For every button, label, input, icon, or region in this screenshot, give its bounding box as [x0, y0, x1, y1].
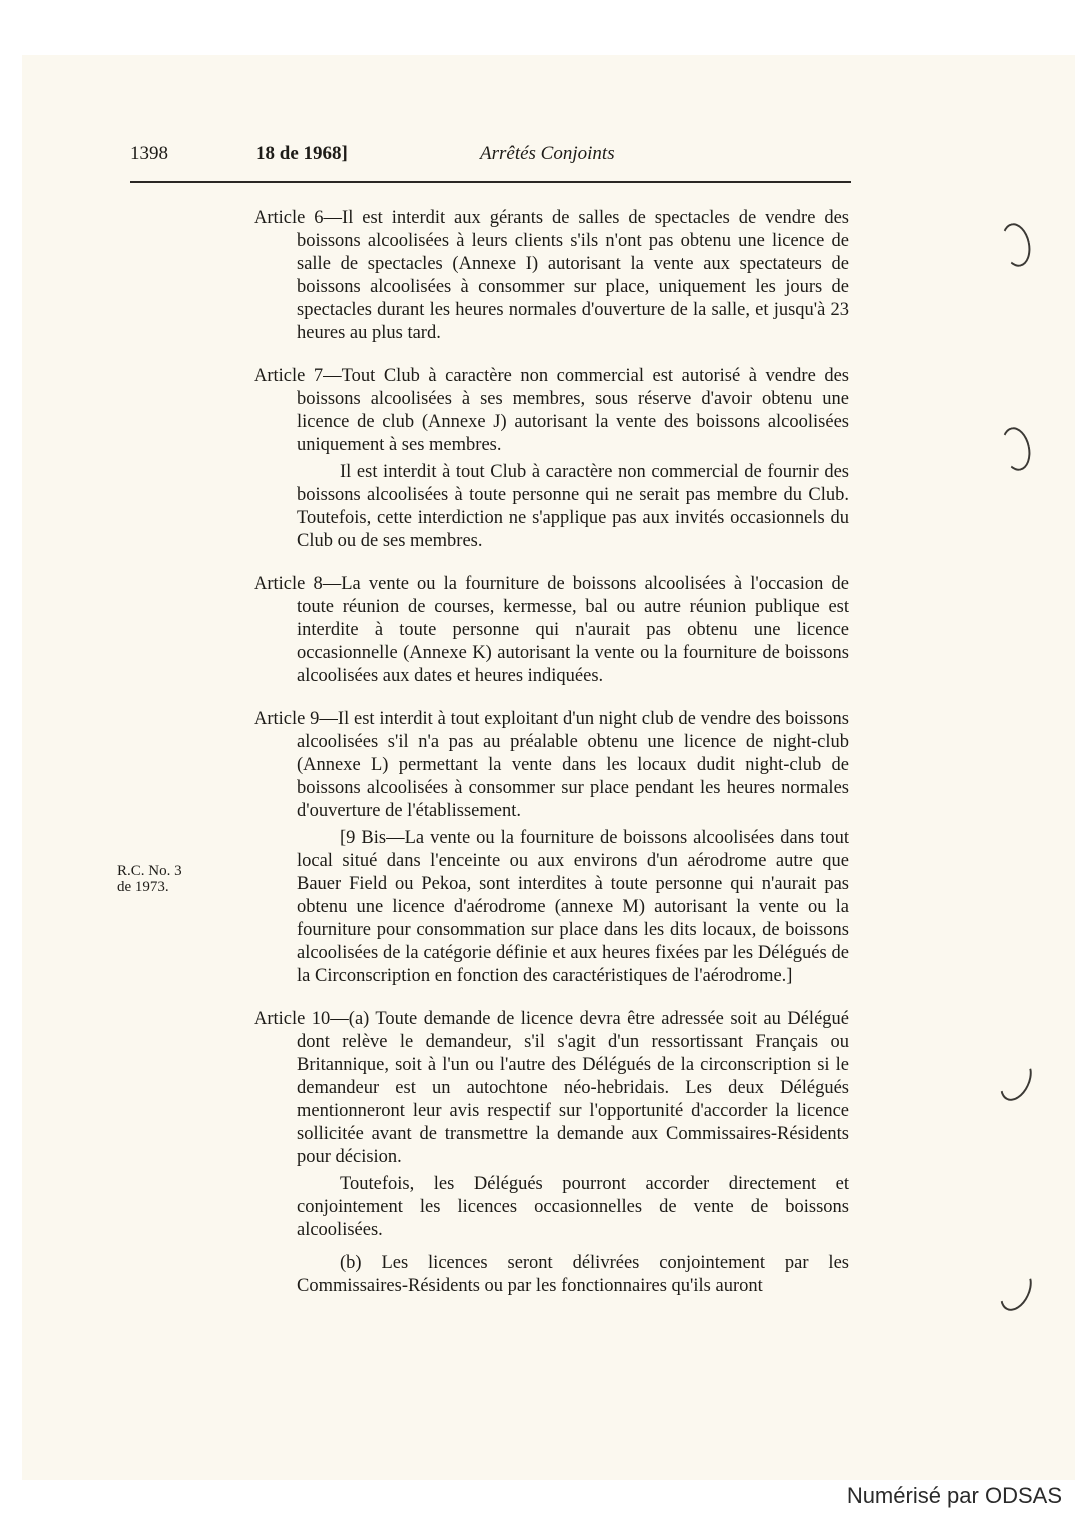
digitization-watermark: Numérisé par ODSAS [846, 1483, 1062, 1508]
article-10-a-paragraph-2: Toutefois, les Délégués pourront accorder directement et conjointement les licences occasionnelles de vente de boissons alcoolisées. [297, 1174, 849, 1240]
document-body [254, 207, 849, 1298]
article-8: Article 8—La vente ou la fourniture de boissons alcoolisées à l'occasion de toute réunion de courses, kermesse, bal ou autre réunion publique est interdite à toute personne qui n'aurait pas obtenu une licence occasionnelle (Annexe K) autorisant la vente ou la fourniture de boissons alcoolisées aux dates et heures indiquées. [254, 574, 849, 686]
article-10-b: (b) Les licences seront délivrées conjointement par les Commissaires-Résidents ou par les fonctionnaires qu'ils auront [297, 1253, 849, 1296]
margin-note-line: de 1973. [117, 879, 169, 895]
header-rule [130, 181, 851, 183]
margin-note-line: R.C. No. 3 [117, 863, 182, 879]
page-number: 1398 [130, 143, 168, 164]
article-7-paragraph-2: Il est interdit à tout Club à caractère non commercial de fournir des boissons alcoolisées à toute personne qui ne serait pas membre du Club. Toutefois, cette interdiction ne s'applique pas aux invités occasionnels du Club ou de ses membres. [297, 462, 849, 551]
article-6: Article 6—Il est interdit aux gérants de salles de spectacles de vendre des boissons alcoolisées à leurs clients s'ils n'ont pas obtenu une licence de salle de spectacles (Annexe I) autorisant la vente aux spectateurs de boissons alcoolisées à consommer sur place, uniquement les jours de spectacles durant les heures normales d'ouverture de la salle, et jusqu'à 23 heures au plus tard. [254, 208, 849, 343]
article-10-a: Article 10—(a) Toute demande de licence devra être adressée soit au Délégué dont relève le demandeur, s'il s'agit d'un ressortissant Français ou Britannique, soit à l'un ou l'autre des Délégués de la circonscription si le demandeur est un autochtone néo-hebridais. Les deux Délégués mentionneront leur avis respectif sur l'opportunité d'accorder la licence sollicitée avant de transmettre la demande aux Commissaires-Résidents pour décision. [254, 1009, 849, 1167]
header-title: Arrêtés Conjoints [480, 143, 615, 164]
margin-note [117, 863, 182, 895]
header-reference: 18 de 1968] [256, 143, 348, 164]
article-7: Article 7—Tout Club à caractère non commercial est autorisé à vendre des boissons alcoolisées à ses membres, sous réserve d'avoir obtenu une licence de club (Annexe J) autorisant la vente des boissons alcoolisées uniquement à ses membres. [254, 366, 849, 455]
article-9: Article 9—Il est interdit à tout exploitant d'un night club de vendre des boissons alcoolisées s'il n'a pas au préalable obtenu une licence de night-club (Annexe L) permettant la vente dans les locaux dudit night-club de boissons alcoolisées à consommer sur place pendant les heures normales d'ouverture de l'établissement. [254, 709, 849, 821]
article-9-bis: [9 Bis—La vente ou la fourniture de boissons alcoolisées dans tout local situé dans l'enceinte ou aux environs d'un aérodrome autre que Bauer Field ou Pekoa, sont interdites à toute personne qui n'aurait pas obtenu une licence d'aérodrome (annexe M) autorisant la vente ou la fourniture pour consommation sur place dans les dits locaux, de boissons alcoolisées de la catégorie définie et aux heures fixées par les Délégués de la Circonscription en fonction des caractéristiques de l'aérodrome.] [297, 828, 849, 986]
